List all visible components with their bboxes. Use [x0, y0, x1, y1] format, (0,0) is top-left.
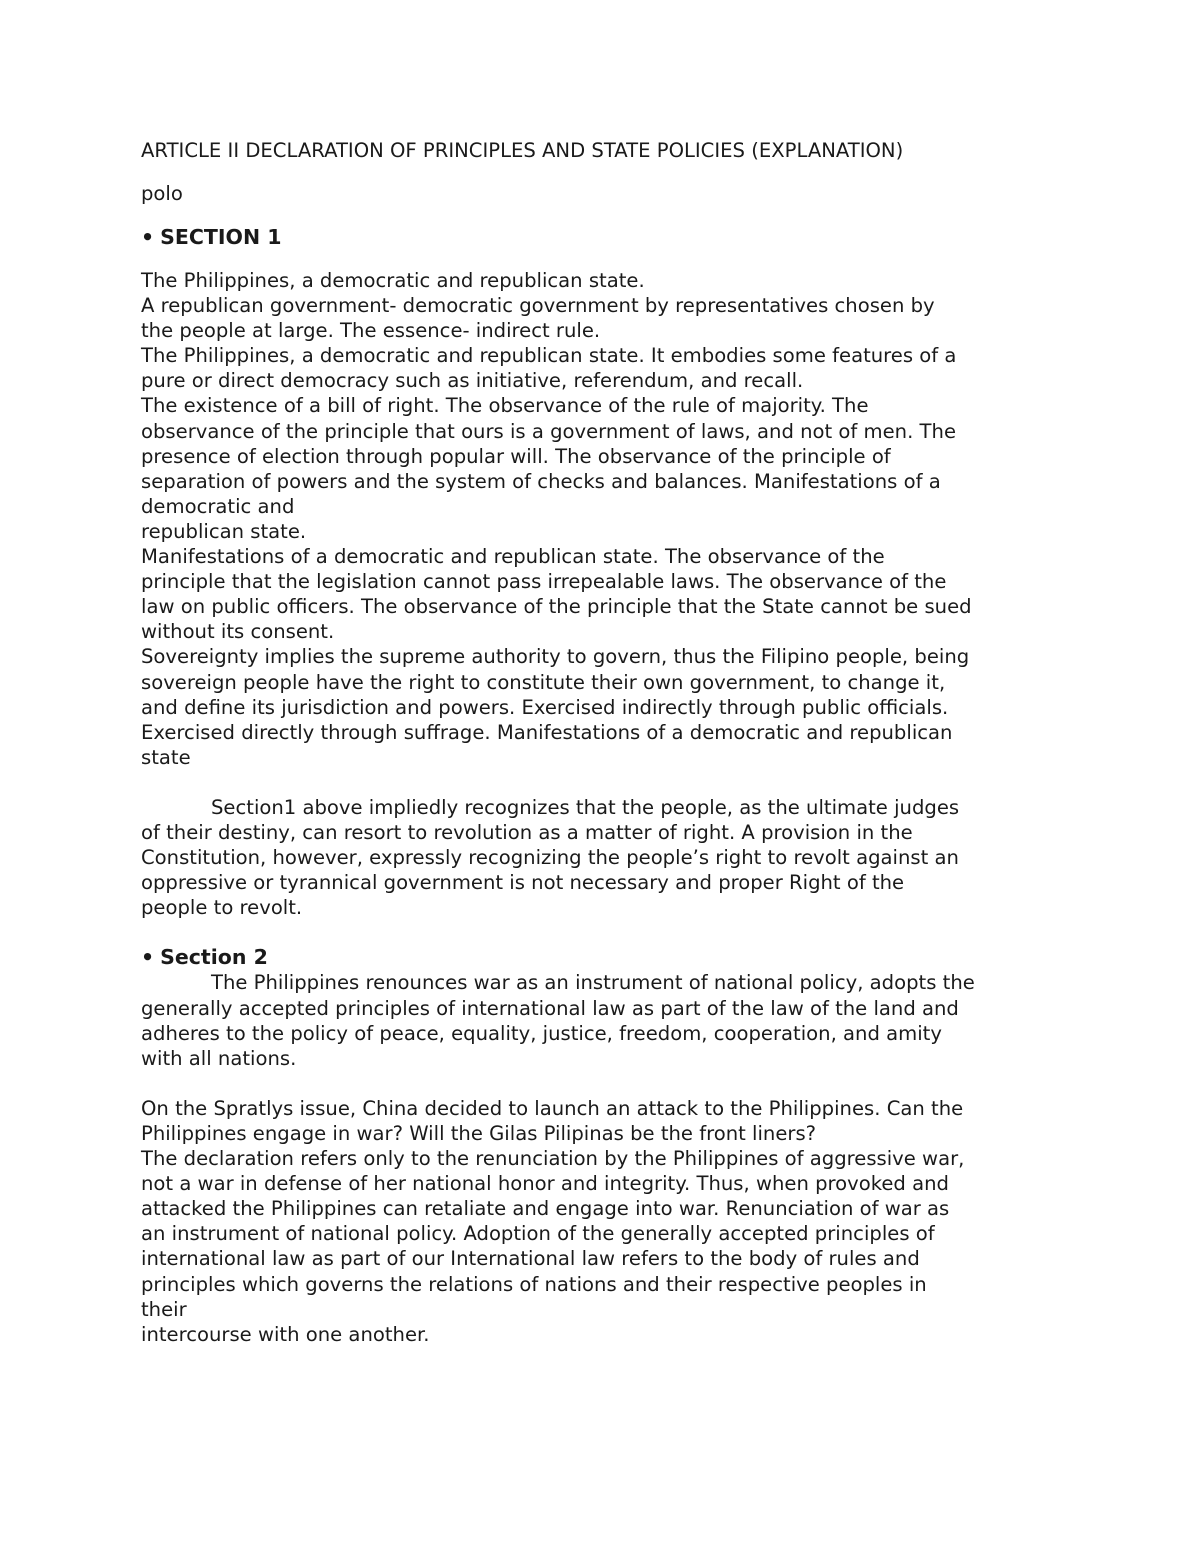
text-line: Manifestations of a democratic and republican state. The observance of the: [141, 545, 885, 569]
text-line: The declaration refers only to the renunciation by the Philippines of aggressive war,: [141, 1147, 965, 1171]
text-line: Sovereignty implies the supreme authority to govern, thus the Filipino people, being: [141, 645, 970, 669]
text-line: democratic and: [141, 494, 295, 518]
section-1-heading: [141, 224, 1061, 250]
text-line: of their destiny, can resort to revolution as a matter of right. A provision in the: [141, 821, 913, 845]
section-1-heading-label: SECTION 1: [160, 225, 282, 249]
text-line: oppressive or tyrannical government is not necessary and proper Right of the: [141, 871, 905, 895]
section-2-paragraph-1: [141, 970, 1061, 1070]
text-line: On the Spratlys issue, China decided to launch an attack to the Philippines. Can the: [141, 1096, 964, 1120]
text-line: adheres to the policy of peace, equality, justice, freedom, cooperation, and amity: [141, 1021, 942, 1045]
text-line: law on public officers. The observance of the principle that the State cannot be sued: [141, 595, 972, 619]
document-author: polo: [141, 182, 183, 205]
text-line: Exercised directly through suffrage. Manifestations of a democratic and republican: [141, 720, 953, 744]
text-line: their: [141, 1297, 187, 1321]
paragraph-spacer: [141, 770, 1061, 795]
section-1-paragraph-1: [141, 268, 1061, 770]
text-line: without its consent.: [141, 620, 335, 644]
text-line: people to revolt.: [141, 896, 303, 920]
text-line: presence of election through popular will. The observance of the principle of: [141, 444, 891, 468]
text-line: state: [141, 745, 191, 769]
text-line: international law as part of our International law refers to the body of rules and: [141, 1247, 920, 1271]
text-line: A republican government- democratic government by representatives chosen by: [141, 294, 935, 318]
text-line: principle that the legislation cannot pass irrepealable laws. The observance of the: [141, 570, 947, 594]
text-line: separation of powers and the system of checks and balances. Manifestations of a: [141, 469, 941, 493]
text-line: principles which governs the relations of nations and their respective peoples in: [141, 1272, 927, 1296]
text-line: the people at large. The essence- indirect rule.: [141, 319, 601, 343]
text-line: The Philippines, a democratic and republican state.: [141, 269, 645, 292]
text-line: intercourse with one another.: [141, 1322, 430, 1346]
section-2-heading: [141, 944, 1061, 970]
text-line: attacked the Philippines can retaliate and engage into war. Renunciation of war as: [141, 1197, 950, 1221]
bullet-icon: •: [141, 225, 155, 249]
text-line: republican state.: [141, 519, 307, 543]
text-line: Constitution, however, expressly recognizing the people’s right to revolt against an: [141, 846, 959, 870]
text-line: pure or direct democracy such as initiative, referendum, and recall.: [141, 369, 804, 393]
document-title: ARTICLE II DECLARATION OF PRINCIPLES AND STATE POLICIES (EXPLANATION): [141, 139, 904, 162]
text-line: generally accepted principles of international law as part of the law of the land and: [141, 996, 959, 1020]
paragraph-spacer: [141, 1071, 1061, 1096]
text-line: an instrument of national policy. Adoption of the generally accepted principles of: [141, 1222, 935, 1246]
text-line: not a war in defense of her national honor and integrity. Thus, when provoked and: [141, 1172, 949, 1196]
text-line: observance of the principle that ours is a government of laws, and not of men. The: [141, 419, 956, 443]
text-line: The Philippines renounces war as an instrument of national policy, adopts the: [211, 971, 975, 995]
text-line: Philippines engage in war? Will the Gilas Pilipinas be the front liners?: [141, 1122, 817, 1145]
text-line: sovereign people have the right to constitute their own government, to change it,: [141, 670, 946, 694]
text-line: Section1 above impliedly recognizes that the people, as the ultimate judges: [211, 795, 960, 819]
bullet-icon: •: [141, 945, 155, 970]
section-2-heading-label: Section 2: [160, 945, 268, 970]
text-line: The existence of a bill of right. The observance of the rule of majority. The: [141, 394, 869, 418]
text-line: and define its jurisdiction and powers. Exercised indirectly through public officials.: [141, 695, 949, 719]
section-1-paragraph-2: [141, 795, 1061, 920]
section-2-paragraph-2: [141, 1096, 1061, 1347]
text-line: with all nations.: [141, 1046, 297, 1070]
text-line: The Philippines, a democratic and republican state. It embodies some features of a: [141, 344, 957, 368]
document-body: [141, 138, 1061, 1347]
